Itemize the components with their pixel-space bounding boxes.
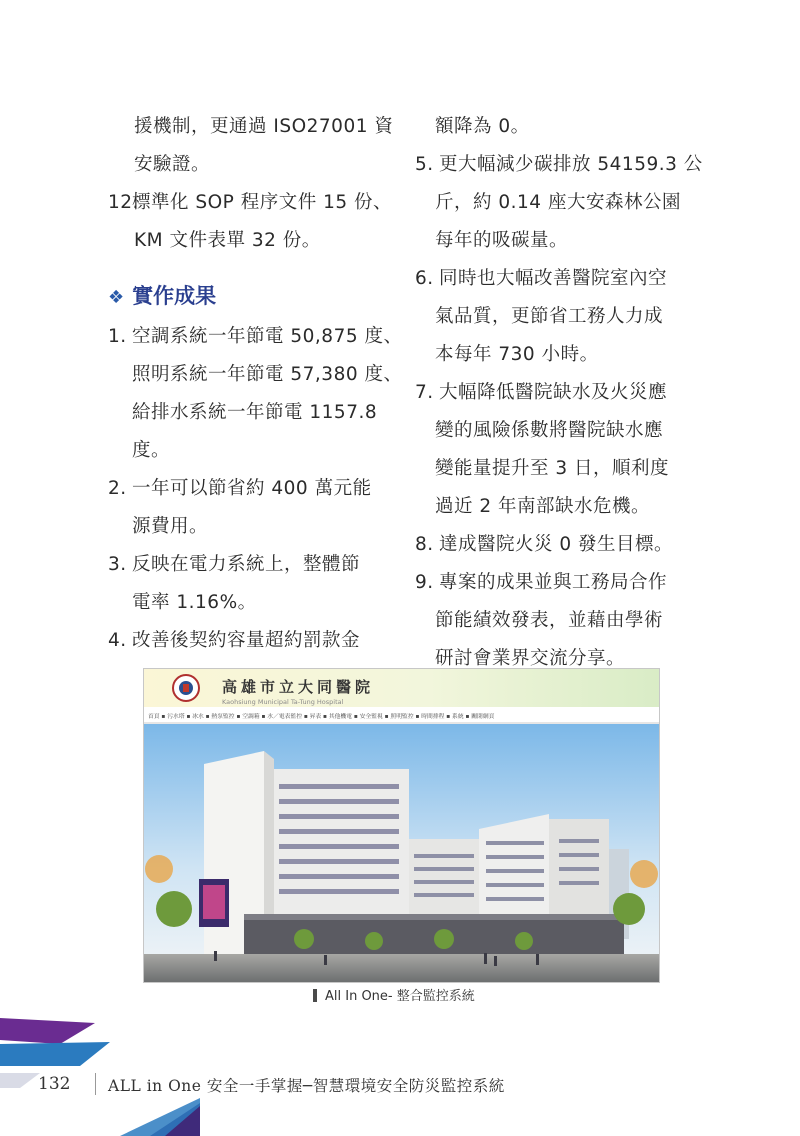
item-number: 5. (415, 154, 434, 175)
figure-caption (313, 988, 475, 1006)
text-line: 援機制，更通過 ISO27001 資 (134, 116, 394, 137)
text-line: 度。 (132, 440, 171, 461)
text-line: 源費用。 (132, 516, 209, 537)
text-line: 變能量提升至 3 日，順利度 (435, 458, 670, 479)
item-text: 一年可以節省約 400 萬元能 (132, 478, 372, 499)
text-line: 節能績效發表，並藉由學術 (435, 610, 664, 631)
footer-divider (95, 1073, 96, 1095)
hospital-name: 高雄市立大同醫院 (222, 678, 375, 696)
list-item-3 (108, 546, 398, 584)
hospital-illustration (144, 669, 659, 982)
item-number: 3. (108, 554, 127, 575)
caption-bar-icon (313, 989, 317, 1002)
text-line: 過近 2 年南部缺水危機。 (435, 496, 651, 517)
text-line: KM 文件表單 32 份。 (134, 230, 321, 251)
list-item-2 (108, 470, 398, 508)
text-line: 每年的吸碳量。 (435, 230, 569, 251)
text-line: 斤，約 0.14 座大安森林公園 (435, 192, 681, 213)
item-text: 標準化 SOP 程序文件 15 份、 (132, 192, 393, 213)
item-number: 2. (108, 478, 127, 499)
footer-title: ALL in One 安全一手掌握─智慧環境安全防災監控系統 (108, 1077, 505, 1095)
text-line: 研討會業界交流分享。 (435, 648, 626, 669)
right-column (415, 108, 705, 678)
left-column (108, 108, 403, 660)
item-number: 4. (108, 630, 127, 651)
list-item-4 (108, 622, 398, 660)
text-line: 照明系統一年節電 57,380 度、 (132, 364, 403, 385)
section-heading (108, 274, 398, 318)
text-line: 本每年 730 小時。 (435, 344, 599, 365)
item-text: 更大幅減少碳排放 54159.3 公 (439, 154, 703, 175)
item-text: 專案的成果並與工務局合作 (439, 572, 668, 593)
item-text: 改善後契約容量超約罰款金 (132, 630, 361, 651)
caption-text: All In One- 整合監控系統 (325, 989, 475, 1004)
system-nav-menu: 首頁 ▪ 污水塔 ▪ 冰水 ▪ 熱泵監控 ▪ 空調箱 ▪ 水／電表監控 ▪ 昇表 ▪ 其他機電 ▪ 安全監視 ▪ 照明監控 ▪ 時間排程 ▪ 系統 ▪ 關閉網頁 (148, 714, 495, 720)
list-item-8 (415, 526, 705, 564)
item-number: 8. (415, 534, 434, 555)
text-line: 給排水系統一年節電 1157.8 (132, 402, 378, 423)
list-item-1 (108, 318, 403, 356)
item-text: 同時也大幅改善醫院室內空 (439, 268, 668, 289)
text-line: 額降為 0。 (435, 116, 530, 137)
list-item-12 (108, 184, 398, 222)
diamond-bullet-icon: ❖ (108, 287, 125, 308)
page-number: 132 (38, 1074, 71, 1094)
section-heading-text: 實作成果 (132, 284, 217, 308)
item-text: 空調系統一年節電 50,875 度、 (132, 326, 403, 347)
list-item-5 (415, 146, 705, 184)
item-number: 7. (415, 382, 434, 403)
list-item-6 (415, 260, 705, 298)
item-text: 大幅降低醫院缺水及火災應 (439, 382, 668, 403)
item-number: 12. (108, 192, 139, 213)
text-line: 電率 1.16%。 (132, 592, 257, 613)
text-line: 變的風險係數將醫院缺水應 (435, 420, 664, 441)
text-line: 氣品質，更節省工務人力成 (435, 306, 664, 327)
item-text: 反映在電力系統上，整體節 (132, 554, 361, 575)
monitoring-system-screenshot (143, 668, 660, 983)
item-text: 達成醫院火災 0 發生目標。 (439, 534, 674, 555)
item-number: 1. (108, 326, 127, 347)
item-number: 9. (415, 572, 434, 593)
hospital-name-en: Kaohsiung Municipal Ta-Tung Hospital (222, 698, 344, 706)
text-line: 安驗證。 (134, 154, 211, 175)
list-item-9 (415, 564, 705, 602)
hospital-logo-icon (173, 675, 199, 701)
list-item-7 (415, 374, 705, 412)
item-number: 6. (415, 268, 434, 289)
